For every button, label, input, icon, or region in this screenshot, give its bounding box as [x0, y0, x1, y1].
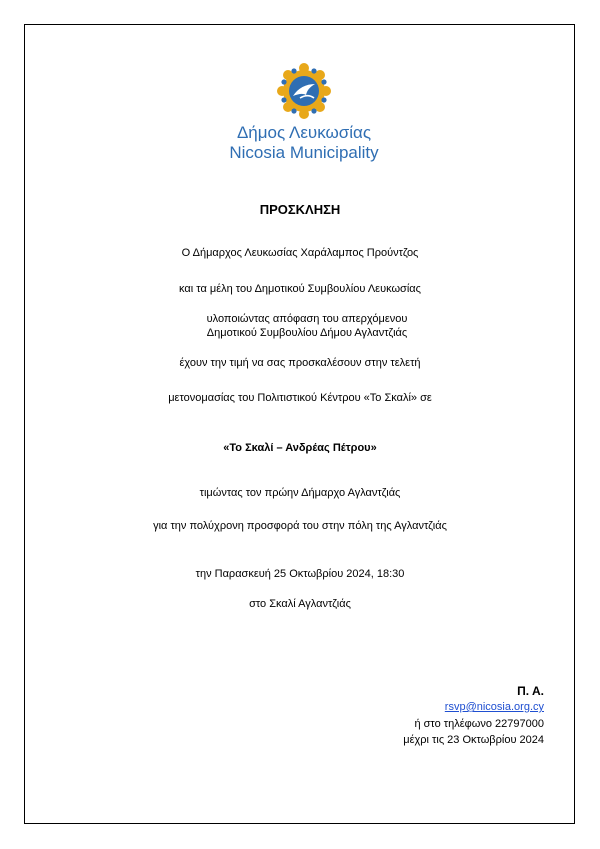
invitation-line-council: και τα μέλη του Δημοτικού Συμβουλίου Λευκωσίας [179, 283, 421, 295]
invitation-line-renaming: μετονομασίας του Πολιτιστικού Κέντρου «Το Σκαλί» σε [168, 392, 432, 404]
invitation-line-contribution: για την πολύχρονη προσφορά του στην πόλη της Αγλαντζιάς [153, 520, 447, 532]
brand-name-english: Nicosia Municipality [229, 143, 379, 162]
invitation-line-decision: υλοποιώντας απόφαση του απερχόμενου [206, 313, 408, 325]
invitation-date: την Παρασκευή 25 Οκτωβρίου 2024, 18:30 [195, 568, 405, 580]
rsvp-phone: ή στο τηλέφωνο 22797000 [414, 718, 544, 730]
invitation-venue: στο Σκαλί Αγλαντζιάς [249, 598, 351, 610]
invitation-line-mayor: Ο Δήμαρχος Λευκωσίας Χαράλαμπος Προύντζος [181, 247, 419, 259]
nicosia-municipality-emblem-icon [276, 62, 332, 120]
rsvp-label: Π. Α. [517, 684, 544, 698]
rsvp-deadline: μέχρι τις 23 Οκτωβρίου 2024 [403, 734, 544, 746]
brand-name-greek: Δήμος Λευκωσίας [236, 123, 372, 142]
invitation-title: ΠΡΟΣΚΛΗΣΗ [259, 202, 341, 217]
invitation-line-tribute: τιμώντας τον πρώην Δήμαρχο Αγλαντζιάς [199, 487, 401, 499]
rsvp-email-link[interactable]: rsvp@nicosia.org.cy [444, 701, 544, 713]
invitation-new-name: «Το Σκαλί – Ανδρέας Πέτρου» [223, 442, 377, 454]
invitation-line-previous-council: Δημοτικού Συμβουλίου Δήμου Αγλαντζιάς [206, 327, 408, 339]
invitation-line-honor: έχουν την τιμή να σας προσκαλέσουν στην τελετή [179, 357, 421, 369]
